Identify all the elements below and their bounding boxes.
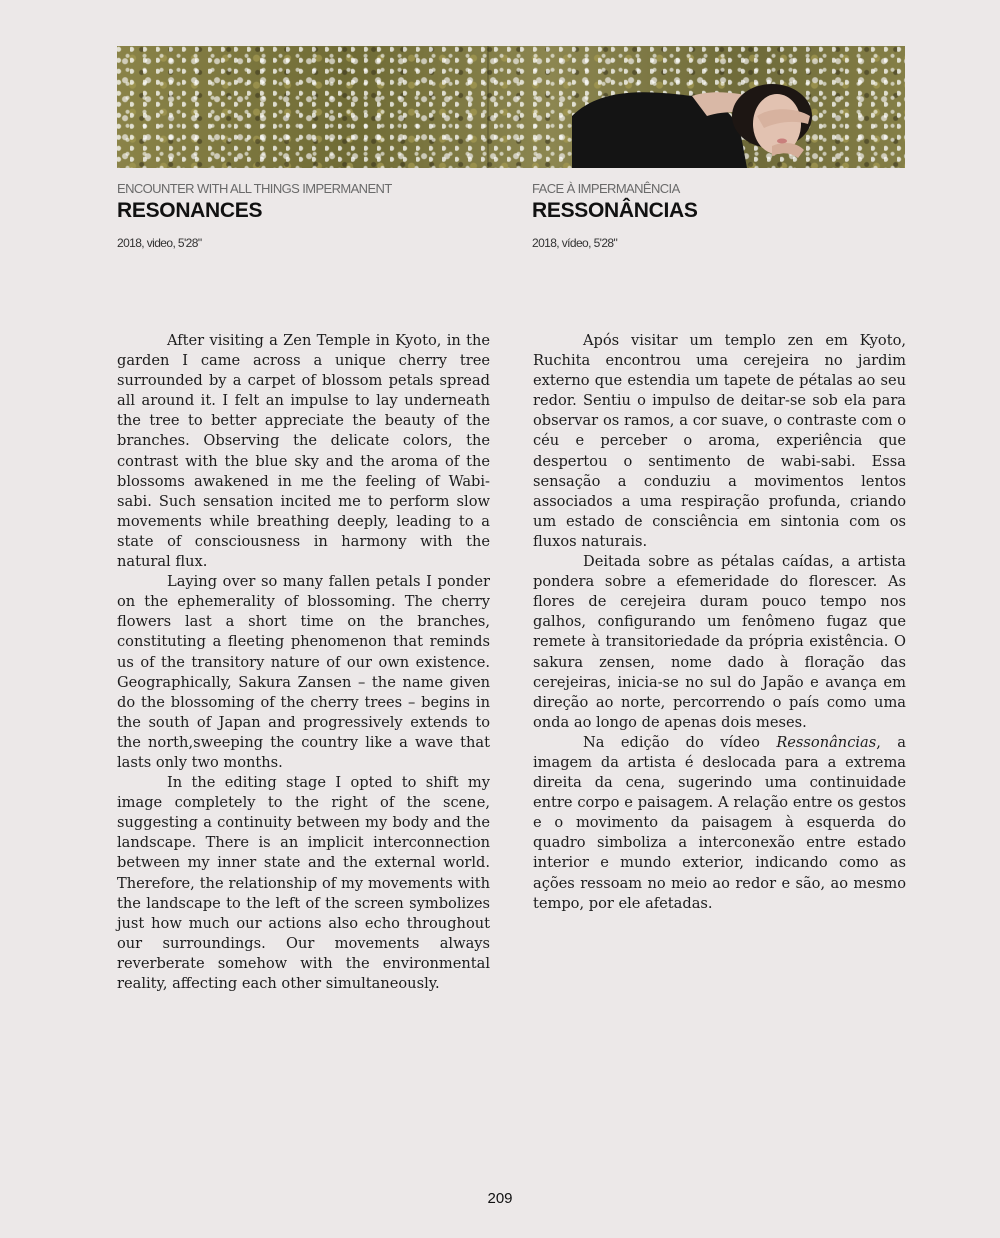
paragraph-text: Na edição do vídeo [583, 733, 777, 751]
video-title-italic: Ressonâncias [776, 733, 877, 751]
portuguese-paragraph: Deitada sobre as pétalas caídas, a artista pondera sobre a efemeridade do florescer. As flores de cerejeira duram pouco tempo nos galhos, configurando um fenômeno fugaz que remete à transitoriedade da própria existência. O sakura zensen, nome dado à floração das cerejeiras, inicia-se no sul do Japão e avança em direção ao norte, percorrendo o país como uma onda ao longo de apenas dois meses. [533, 553, 906, 731]
english-paragraph: After visiting a Zen Temple in Kyoto, in the garden I came across a unique cherry tree surrounded by a carpet of blossom petals spread all around it. I felt an impulse to lay underneath the tree to better appreciate the beauty of the branches. Observing the delicate colors, the contrast with the blue sky and the aroma of the blossoms awakened in me the feeling of Wabi-sabi. Such sensation incited me to perform slow movements while breathing deeply, leading to a state of consciousness in harmony with the natural flux. [117, 332, 490, 571]
english-paragraph: Laying over so many fallen petals I ponder on the ephemerality of blossoming. The cherry flowers last a short time on the branches, constituting a fleeting phenomenon that reminds us of the transitory nature of our own existence. Geographically, Sakura Zansen – the name given do the blossoming of the cherry trees – begins in the south of Japan and progressively extends to the north,sweeping the country like a wave that lasts only two months. [117, 573, 490, 771]
portuguese-column [533, 331, 906, 914]
portuguese-paragraph: Após visitar um templo zen em Kyoto, Ruchita encontrou uma cerejeira no jardim externo que estendia um tapete de pétalas ao seu redor. Sentiu o impulso de deitar-se sob ela para observar os ramos, a cor suave, o contraste com o céu e perceber o aroma, experiência que despertou o sentimento de wabi-sabi. Essa sensação a conduziu a movimentos lentos associados a uma respiração profunda, criando um estado de consciência em sintonia com os fluxos naturais. [533, 332, 906, 550]
right-title: RESSONÂNCIAS [532, 199, 698, 222]
english-column [117, 331, 490, 994]
left-meta: 2018, video, 5'28" [117, 236, 202, 250]
left-kicker: ENCOUNTER WITH ALL THINGS IMPERMANENT [117, 181, 392, 196]
right-meta: 2018, vídeo, 5'28" [532, 236, 618, 250]
frame-seam [487, 46, 489, 168]
english-paragraph: In the editing stage I opted to shift my image completely to the right of the scene, suggesting a continuity between my body and the landscape. There is an implicit interconnection between my inner state and the external world. Therefore, the relationship of my movements with the landscape to the left of the screen symbolizes just how much our actions also echo throughout our surroundings. Our movements always reverberate somehow with the environmental reality, affecting each other simultaneously. [117, 774, 490, 992]
artist-figure-image [572, 46, 822, 168]
right-kicker: FACE À IMPERMANÊNCIA [532, 181, 680, 196]
left-title: RESONANCES [117, 199, 263, 222]
video-still-banner [117, 46, 905, 168]
page-number: 209 [487, 1190, 513, 1207]
portuguese-paragraph [533, 733, 906, 914]
paragraph-text: , a imagem da artista é deslocada para a extrema direita da cena, sugerindo uma continuidade entre corpo e paisagem. A relação entre os gestos e o movimento da paisagem à esquerda do quadro simboliza a interconexão entre estado interior e mundo exterior, indicando como as ações ressoam no meio ao redor e são, ao mesmo tempo, por ele afetadas. [533, 733, 907, 912]
